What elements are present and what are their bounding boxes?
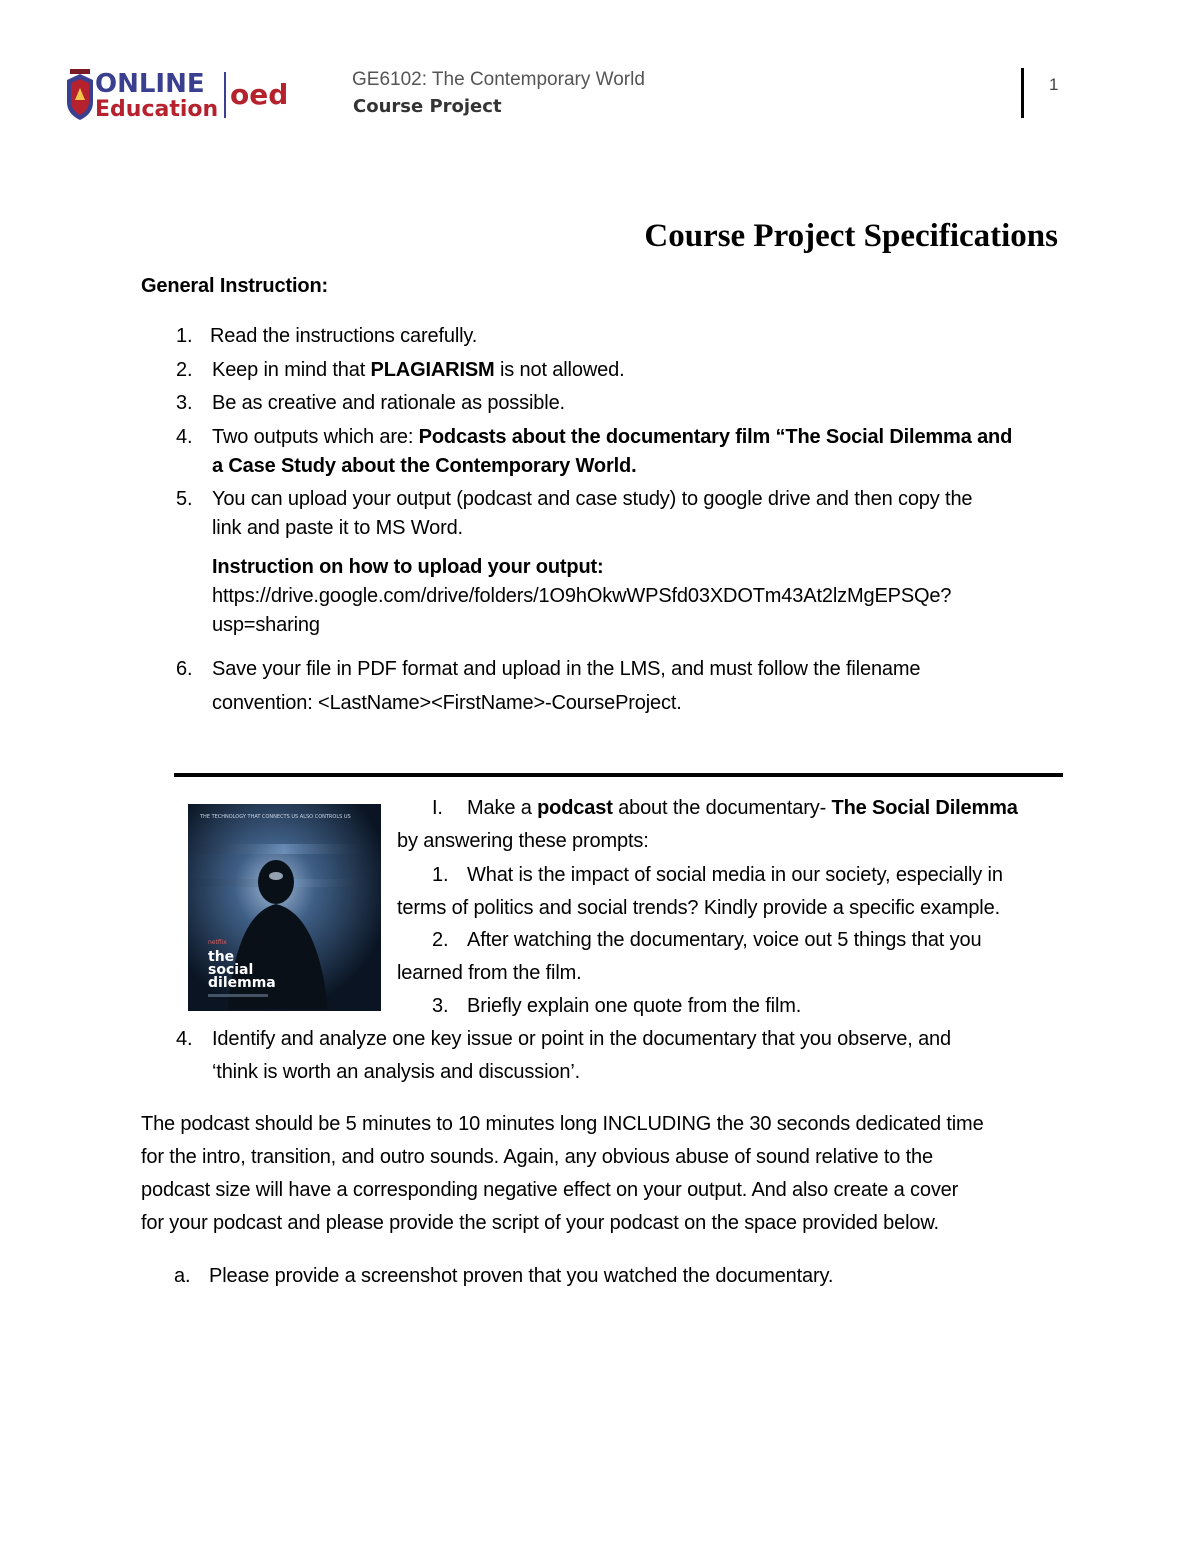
podcast-paragraph-line: for the intro, transition, and outro sounds. Again, any obvious abuse of sound relative to the xyxy=(141,1146,933,1168)
upload-link[interactable]: https://drive.google.com/drive/folders/1O9hOkwWPSfd03XDOTm43At2lzMgEPSQe? xyxy=(212,585,952,607)
list-item: Save your file in PDF format and upload in the LMS, and must follow the filename xyxy=(212,658,921,680)
online-education-logo xyxy=(64,66,304,124)
list-number: 6. xyxy=(176,658,193,680)
prompt-number: 1. xyxy=(432,864,449,886)
list-item: You can upload your output (podcast and case study) to google drive and then copy the xyxy=(212,488,973,510)
sub-item: Please provide a screenshot proven that you watched the documentary. xyxy=(209,1265,834,1287)
podcast-paragraph-line: podcast size will have a corresponding negative effect on your output. And also create a cover xyxy=(141,1179,959,1201)
sub-item-letter: a. xyxy=(174,1265,191,1287)
list-item: Read the instructions carefully. xyxy=(210,325,478,347)
list-number: 1. xyxy=(176,325,193,347)
list-number: 4. xyxy=(176,426,193,448)
list-item: Identify and analyze one key issue or point in the documentary that you observe, and xyxy=(212,1028,951,1050)
roman-numeral: I. xyxy=(432,797,443,819)
svg-text:dilemma: dilemma xyxy=(208,975,276,991)
page-number: 1 xyxy=(1049,75,1059,94)
social-dilemma-poster xyxy=(188,804,381,1011)
prompt-item: After watching the documentary, voice out 5 things that you xyxy=(467,929,982,951)
list-item-continued: a Case Study about the Contemporary World. xyxy=(212,455,637,477)
course-subtitle: Course Project xyxy=(353,96,502,117)
list-item-continued: ‘think is worth an analysis and discussion’. xyxy=(212,1061,581,1083)
list-item: Two outputs which are: Podcasts about the documentary film “The Social Dilemma and xyxy=(212,426,1013,448)
list-number: 4. xyxy=(176,1028,193,1050)
svg-text:social: social xyxy=(208,962,254,978)
prompt-item: Briefly explain one quote from the film. xyxy=(467,995,802,1017)
general-instruction-label: General Instruction: xyxy=(141,275,329,297)
upload-link-continued[interactable]: usp=sharing xyxy=(212,614,320,636)
list-item-continued: link and paste it to MS Word. xyxy=(212,517,463,539)
svg-text:netflix: netflix xyxy=(208,939,227,946)
section-divider xyxy=(174,773,1063,777)
list-number: 5. xyxy=(176,488,193,510)
podcast-paragraph-line: The podcast should be 5 minutes to 10 minutes long INCLUDING the 30 seconds dedicated time xyxy=(141,1113,984,1135)
prompt-item-continued: learned from the film. xyxy=(397,962,582,984)
list-item-continued: convention: <LastName><FirstName>-CourseProject. xyxy=(212,692,682,714)
list-item: Keep in mind that PLAGIARISM is not allowed. xyxy=(212,359,625,381)
svg-text:Education: Education xyxy=(95,97,219,122)
svg-text:oed: oed xyxy=(230,78,289,111)
prompt-number: 2. xyxy=(432,929,449,951)
list-item: Be as creative and rationale as possible. xyxy=(212,392,565,414)
prompt-item-continued: terms of politics and social trends? Kindly provide a specific example. xyxy=(397,897,1000,919)
podcast-heading-continued: by answering these prompts: xyxy=(397,830,649,852)
prompt-item: What is the impact of social media in our society, especially in xyxy=(467,864,1003,886)
list-number: 3. xyxy=(176,392,193,414)
podcast-paragraph-line: for your podcast and please provide the script of your podcast on the space provided below. xyxy=(141,1212,939,1234)
upload-instruction-label: Instruction on how to upload your output: xyxy=(212,556,604,578)
course-code: GE6102: The Contemporary World xyxy=(352,69,645,90)
header-divider xyxy=(1021,68,1024,118)
page-title: Course Project Specifications xyxy=(644,218,1058,254)
list-number: 2. xyxy=(176,359,193,381)
prompt-number: 3. xyxy=(432,995,449,1017)
svg-text:THE TECHNOLOGY THAT CONNECTS U: THE TECHNOLOGY THAT CONNECTS US ALSO CONTROLS US xyxy=(200,814,351,820)
podcast-heading: Make a podcast about the documentary- The Social Dilemma xyxy=(467,797,1018,819)
svg-text:the: the xyxy=(208,949,235,965)
svg-text:ONLINE: ONLINE xyxy=(95,69,205,99)
